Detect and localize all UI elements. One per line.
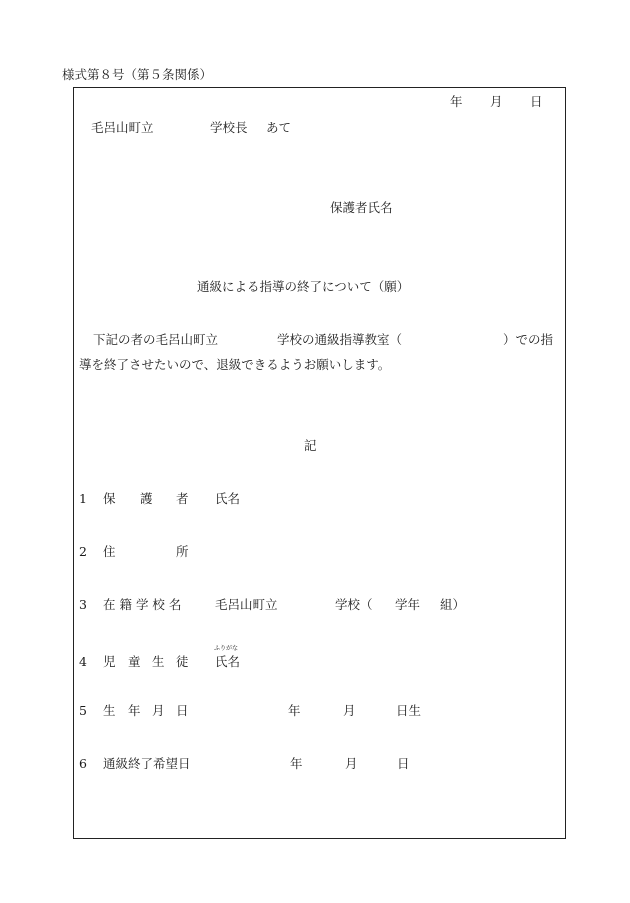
item-4-char4: 徒 bbox=[176, 654, 189, 669]
item-5-month: 月 bbox=[343, 703, 356, 718]
item-3-class: 組） bbox=[440, 597, 466, 612]
item-5-char4: 日 bbox=[176, 703, 189, 718]
item-6-day: 日 bbox=[397, 756, 410, 771]
body-line1-b: 学校の通級指導教室（ bbox=[277, 332, 403, 347]
item-2-char1: 住 bbox=[103, 544, 116, 559]
item-2-number: 2 bbox=[79, 544, 87, 559]
item-4-furigana: ふりがな bbox=[214, 645, 239, 652]
form-frame bbox=[73, 87, 566, 839]
item-1-char2: 護 bbox=[140, 491, 153, 506]
item-5-year: 年 bbox=[288, 703, 301, 718]
item-6-month: 月 bbox=[345, 756, 358, 771]
document-title: 通級による指導の終了について（願） bbox=[197, 279, 410, 294]
item-5-char3: 月 bbox=[152, 703, 165, 718]
item-1-char1: 保 bbox=[103, 491, 116, 506]
item-3-number: 3 bbox=[79, 597, 87, 612]
body-line2: 導を終了させたいので、退級できるようお願いします。 bbox=[79, 357, 391, 372]
item-3-town: 毛呂山町立 bbox=[215, 597, 278, 612]
item-6-number: 6 bbox=[79, 756, 87, 771]
item-1-number: 1 bbox=[79, 491, 87, 506]
body-line1-a: 下記の者の毛呂山町立 bbox=[93, 332, 219, 347]
addressee-to: あて bbox=[266, 120, 292, 135]
guardian-name-label: 保護者氏名 bbox=[330, 200, 393, 215]
form-number-label: 様式第８号（第５条関係） bbox=[62, 67, 213, 82]
item-4-field: 氏名 bbox=[215, 654, 241, 669]
item-1-char3: 者 bbox=[176, 491, 189, 506]
item-4-char3: 生 bbox=[152, 654, 165, 669]
item-2-char3: 所 bbox=[176, 544, 189, 559]
ki-label: 記 bbox=[304, 438, 317, 453]
item-5-number: 5 bbox=[79, 703, 87, 718]
item-4-char2: 童 bbox=[128, 654, 141, 669]
item-3-grade: 学年 bbox=[395, 597, 421, 612]
addressee-town: 毛呂山町立 bbox=[91, 120, 154, 135]
date-day: 日 bbox=[530, 94, 543, 109]
item-6-year: 年 bbox=[290, 756, 303, 771]
item-5-char2: 年 bbox=[128, 703, 141, 718]
item-4-char1: 児 bbox=[103, 654, 116, 669]
addressee-principal: 学校長 bbox=[210, 120, 248, 135]
item-1-field: 氏名 bbox=[215, 491, 241, 506]
item-5-char1: 生 bbox=[103, 703, 116, 718]
item-3-school: 学校（ bbox=[335, 597, 373, 612]
item-6-label: 通級終了希望日 bbox=[103, 756, 191, 771]
date-year: 年 bbox=[450, 94, 463, 109]
item-4-number: 4 bbox=[79, 654, 87, 669]
date-month: 月 bbox=[490, 94, 503, 109]
body-line1-c: ）での指 bbox=[503, 332, 554, 347]
item-3-label: 在 籍 学 校 名 bbox=[103, 597, 182, 612]
item-5-day: 日生 bbox=[396, 703, 422, 718]
